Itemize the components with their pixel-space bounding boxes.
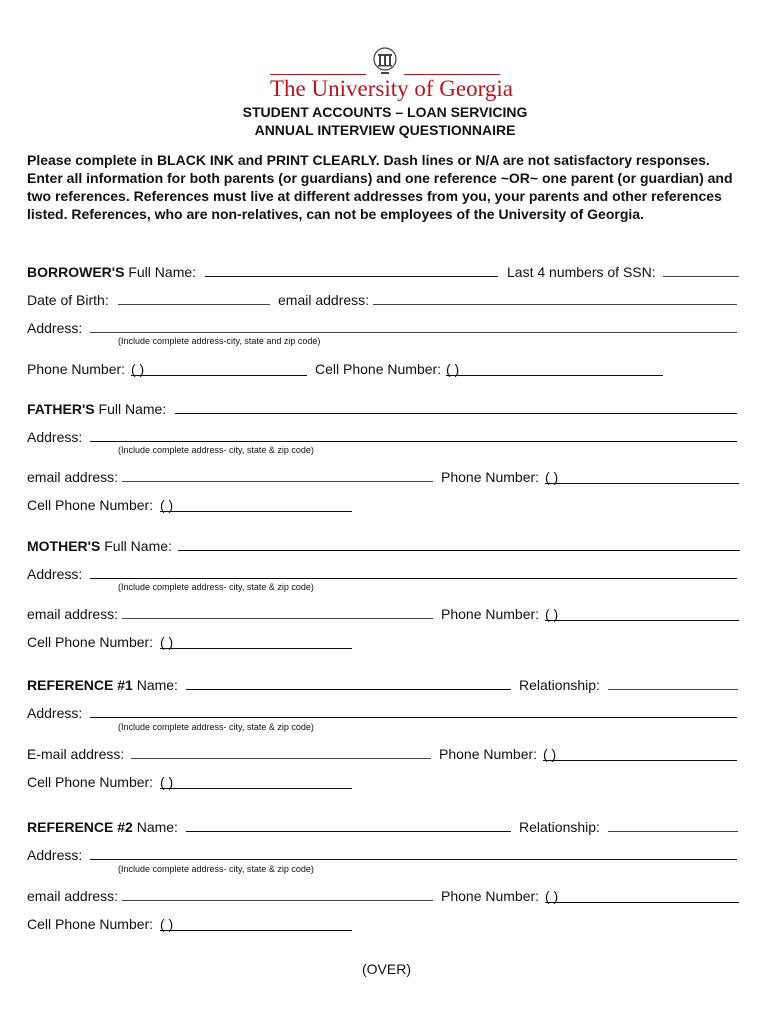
mother-name-field[interactable] — [178, 550, 740, 551]
ref2-address-label: Address: — [27, 847, 83, 863]
over-note: (OVER) — [362, 961, 411, 977]
father-cell-label: Cell Phone Number: — [27, 497, 154, 513]
section-ref1: REFERENCE #1 — [27, 677, 133, 693]
logo-rule-left — [270, 74, 366, 75]
full-name-label: Full Name: — [98, 401, 167, 417]
ref1-address-label: Address: — [27, 705, 83, 721]
ref1-name-field[interactable] — [186, 689, 511, 690]
section-father: FATHER'S — [27, 401, 95, 417]
borrower-address-hint: (Include complete address-city, state and zip code) — [118, 336, 321, 346]
ref2-phone-area: ( ) — [545, 888, 559, 904]
arch-seal-icon — [370, 46, 400, 76]
ref2-name-label — [27, 819, 178, 835]
name-label: Name: — [136, 677, 178, 693]
ref2-cell-field[interactable] — [160, 930, 352, 931]
heading-line-1: STUDENT ACCOUNTS – LOAN SERVICING — [242, 104, 528, 120]
borrower-cell-label: Cell Phone Number: — [315, 361, 442, 377]
ref1-phone-area: ( ) — [543, 746, 557, 762]
ref1-phone-field[interactable] — [543, 760, 737, 761]
ref2-email-field[interactable] — [122, 900, 433, 901]
father-name-label — [27, 401, 166, 417]
father-phone-area: ( ) — [545, 469, 559, 485]
ref1-address-field[interactable] — [90, 717, 737, 718]
ref2-cell-area: ( ) — [160, 916, 174, 932]
mother-name-label — [27, 538, 172, 554]
borrower-address-label: Address: — [27, 320, 83, 336]
mother-cell-label: Cell Phone Number: — [27, 634, 154, 650]
borrower-phone-label: Phone Number: — [27, 361, 126, 377]
ref1-relationship-label: Relationship: — [519, 677, 600, 693]
ref1-address-hint: (Include complete address- city, state & zip code) — [118, 722, 314, 732]
full-name-label: Full Name: — [128, 264, 197, 280]
ref1-cell-field[interactable] — [160, 788, 352, 789]
dob-field[interactable] — [118, 304, 270, 305]
borrower-phone-field[interactable] — [131, 375, 307, 376]
father-cell-area: ( ) — [160, 497, 174, 513]
mother-cell-area: ( ) — [160, 634, 174, 650]
full-name-label: Full Name: — [104, 538, 172, 554]
borrower-email-label: email address: — [278, 292, 370, 308]
ref1-cell-area: ( ) — [160, 774, 174, 790]
mother-email-field[interactable] — [122, 618, 433, 619]
dob-label: Date of Birth: — [27, 292, 109, 308]
borrower-name-field[interactable] — [205, 276, 498, 277]
mother-email-label: email address: — [27, 606, 119, 622]
ref2-phone-field[interactable] — [545, 902, 739, 903]
father-phone-field[interactable] — [545, 483, 739, 484]
ref2-cell-label: Cell Phone Number: — [27, 916, 154, 932]
ssn-field[interactable] — [663, 276, 739, 277]
ref1-email-label: E-mail address: — [27, 746, 125, 762]
ref1-email-field[interactable] — [131, 758, 431, 759]
section-borrower: BORROWER'S — [27, 264, 125, 280]
ref2-address-field[interactable] — [90, 859, 737, 860]
heading-line-2: ANNUAL INTERVIEW QUESTIONNAIRE — [254, 122, 516, 138]
mother-address-hint: (Include complete address- city, state & zip code) — [118, 582, 314, 592]
father-address-field[interactable] — [90, 441, 737, 442]
borrower-name-label — [27, 264, 196, 280]
father-phone-label: Phone Number: — [441, 469, 540, 485]
instructions: Please complete in BLACK INK and PRINT CLEARLY. Dash lines or N/A are not satisfactory responses. Enter all information for both parents (or guardians) and one reference ~OR~ one parent (or guardian) and two references. References must live at different addresses from you, your parents and other references listed. References, who are non-relatives, can not be employees of the University of Georgia. — [27, 152, 733, 222]
father-email-field[interactable] — [122, 481, 433, 482]
ref2-address-hint: (Include complete address- city, state & zip code) — [118, 864, 314, 874]
logo-rule-right — [404, 74, 500, 75]
ref2-phone-label: Phone Number: — [441, 888, 540, 904]
ref2-name-field[interactable] — [186, 831, 511, 832]
father-email-label: email address: — [27, 469, 119, 485]
father-cell-field[interactable] — [160, 511, 352, 512]
mother-address-field[interactable] — [90, 578, 737, 579]
mother-phone-area: ( ) — [545, 606, 559, 622]
borrower-cell-area: ( ) — [446, 361, 460, 377]
father-address-hint: (Include complete address- city, state & zip code) — [118, 445, 314, 455]
father-name-field[interactable] — [175, 413, 737, 414]
mother-phone-label: Phone Number: — [441, 606, 540, 622]
borrower-phone-area: ( ) — [131, 361, 145, 377]
borrower-cell-field[interactable] — [446, 375, 663, 376]
father-address-label: Address: — [27, 429, 83, 445]
mother-cell-field[interactable] — [160, 648, 352, 649]
borrower-email-field[interactable] — [373, 304, 737, 305]
mother-address-label: Address: — [27, 566, 83, 582]
ref1-name-label — [27, 677, 178, 693]
ref2-email-label: email address: — [27, 888, 119, 904]
name-label: Name: — [136, 819, 178, 835]
section-mother: MOTHER'S — [27, 538, 101, 554]
ref1-cell-label: Cell Phone Number: — [27, 774, 154, 790]
borrower-address-field[interactable] — [90, 332, 737, 333]
university-name: The University of Georgia — [270, 76, 513, 101]
ref2-relationship-label: Relationship: — [519, 819, 600, 835]
ref2-relationship-field[interactable] — [608, 831, 738, 832]
ref1-relationship-field[interactable] — [608, 689, 738, 690]
ref1-phone-label: Phone Number: — [439, 746, 538, 762]
ssn-label: Last 4 numbers of SSN: — [507, 264, 656, 280]
mother-phone-field[interactable] — [545, 620, 739, 621]
section-ref2: REFERENCE #2 — [27, 819, 133, 835]
